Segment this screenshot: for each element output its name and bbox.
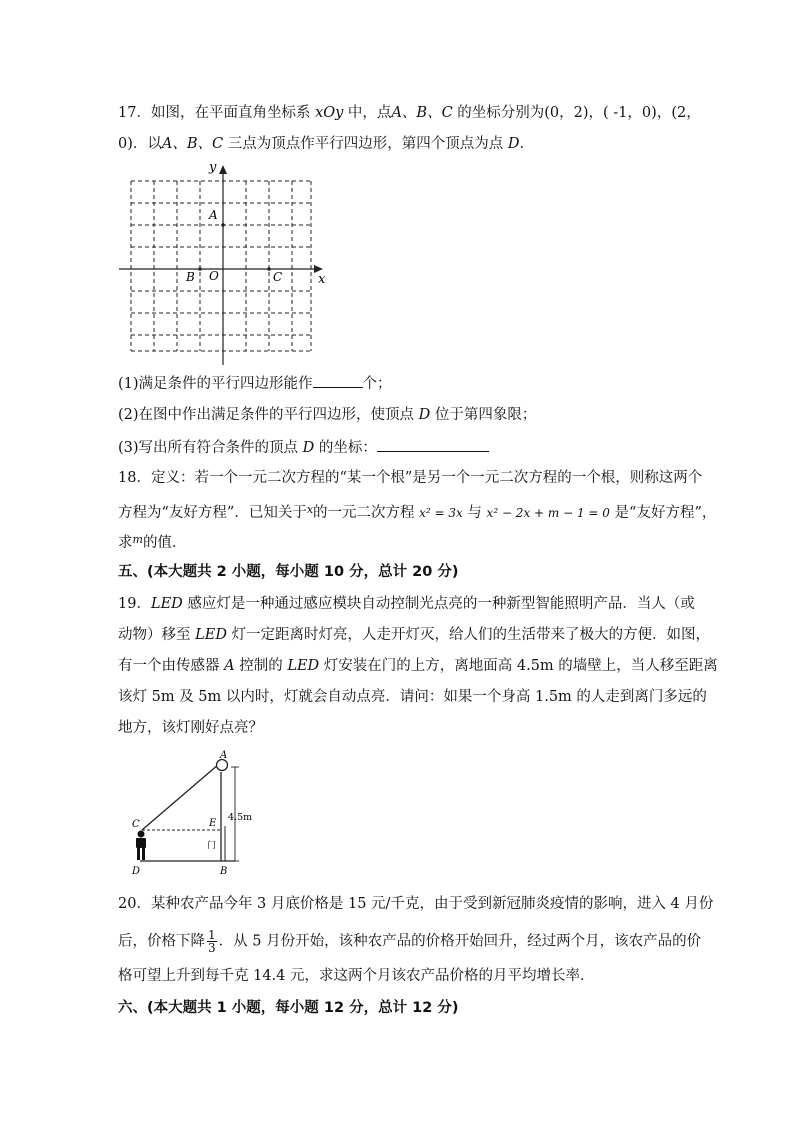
q18-line3: 求$^m$的值． [118, 533, 187, 551]
grid-lines [131, 181, 311, 351]
q19-line4: 该灯 5m 及 5m 以内时，灯就会自动点亮．请问：如果一个身高 1.5m 的人走到离门多远的 [118, 689, 707, 705]
point-a [221, 223, 225, 227]
q17-line2: 0)．以A、B、C 三点为顶点作平行四边形，第四个顶点为点 D． [118, 136, 534, 152]
led-lamp-figure [125, 748, 275, 878]
person-icon [136, 831, 146, 861]
section-five-heading: 五、(本大题共 2 小题，每小题 10 分，总计 20 分) [118, 564, 459, 580]
answer-blank-2[interactable] [377, 437, 489, 452]
q19-line5: 地方，该灯刚好点亮？ [118, 720, 263, 736]
point-b [198, 267, 202, 271]
q20-line2: 后，价格下降 $\frac{1}{3}$ ．从 5 月份开始，该种农产品的价格开始回升，经过两个月，该农产品的价 [118, 928, 702, 955]
q19-line2: 动物）移至 LED 灯一定距离时灯亮，人走开灯灭，给人们的生活带来了极大的方便．如图， [118, 627, 711, 643]
q18-line1: 18．定义：若一个一元二次方程的“某一个根”是另一个一元二次方程的一个根，则称这两个 [118, 470, 703, 486]
answer-blank-1[interactable] [313, 373, 363, 388]
q18-line2: 方程为“友好方程”．已知关于$^x$的一元二次方程 x² = 3x 与 x² − 2x + m − 1 = 0 是“友好方程”， [118, 503, 717, 521]
q19-line1: 19．LED 感应灯是一种通过感应模块自动控制光点亮的一种新型智能照明产品．当人（或 [118, 596, 695, 612]
y-axis-arrow [219, 165, 227, 174]
coordinate-grid-figure [115, 155, 335, 370]
fig-label-a: A [220, 750, 228, 761]
label-a: A [209, 208, 218, 222]
q20-line3: 格可望上升到每千克 14.4 元，求这两个月该农产品价格的月平均增长率． [118, 968, 595, 984]
fig-label-c: C [132, 819, 140, 830]
q20-line1: 20．某种农产品今年 3 月底价格是 15 元/千克，由于受到新冠肺炎疫情的影响，进入 4 月份 [118, 896, 714, 912]
lamp-beam-line [142, 764, 219, 830]
label-o: O [209, 269, 219, 283]
label-c: C [273, 270, 283, 284]
point-c [267, 267, 271, 271]
section-six-heading: 六、(本大题共 1 小题，每小题 12 分，总计 12 分) [118, 1000, 459, 1016]
fig-label-e: E [209, 818, 217, 829]
fig-height-label: 4.5m [228, 812, 253, 823]
fig-door-label: 门 [207, 841, 217, 851]
q17-sub3: (3)写出所有符合条件的顶点 D 的坐标： [118, 437, 489, 458]
fig-label-d: D [132, 866, 141, 877]
q19-line3: 有一个由传感器 A 控制的 LED 灯安装在门的上方，离地面高 4.5m 的墙壁上，当人移至距离 [118, 658, 718, 674]
y-axis-label: y [209, 160, 217, 175]
q17-sub2: (2)在图中作出满足条件的平行四边形，使顶点 D 位于第四象限； [118, 407, 537, 423]
x-axis-label: x [318, 272, 326, 287]
fraction-one-third: $\frac{1}{3}$ [208, 928, 216, 955]
lamp-icon [217, 760, 228, 771]
q17-line1: 17．如图，在平面直角坐标系 xOy 中，点A、B、C 的坐标分别为(0，2)，( -1，0)，(2， [118, 105, 701, 121]
fig-label-b: B [220, 866, 228, 877]
q17-sub1: (1)满足条件的平行四边形能作 个； [118, 373, 392, 394]
label-b: B [186, 270, 195, 284]
